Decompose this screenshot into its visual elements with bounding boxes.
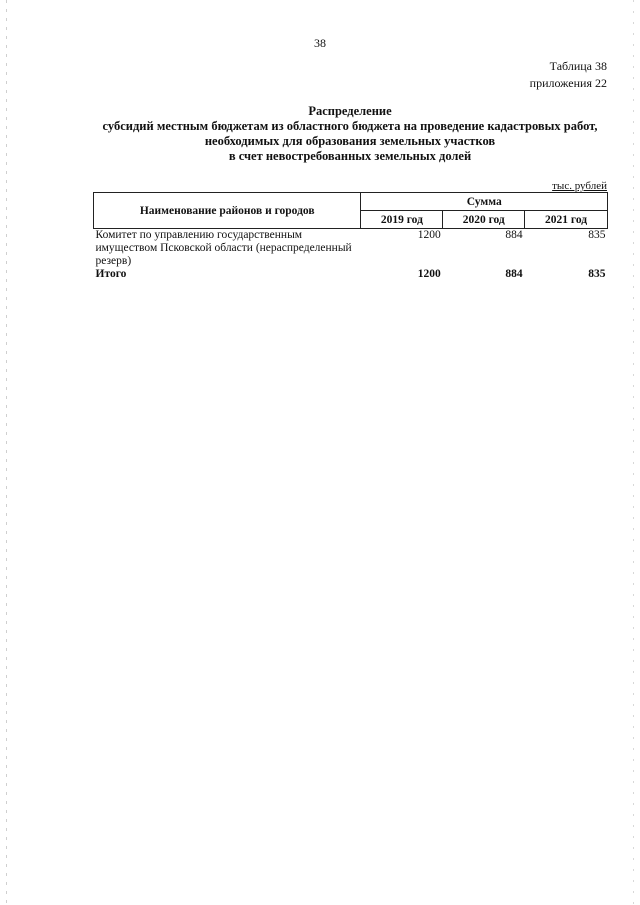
row-value-2019: 1200 [417,229,441,241]
row-value-2020: 884 [505,229,523,241]
title-line4: в счет невостребованных земельных долей [228,149,472,163]
total-row [94,268,608,281]
header-year-2020: 2020 год [443,211,525,229]
units-text: тыс. рублей [552,180,607,192]
title-line3: необходимых для образования земельных участков [204,134,496,148]
row-value-2021: 835 [588,229,606,241]
row-name: Комитет по управлению государственным имуществом Псковской области (нераспределенный резерв) [95,229,352,267]
scan-edge-left [6,0,7,905]
page-number: 38 [314,36,326,50]
header-name: Наименование районов и городов [94,193,361,229]
title-line1: Распределение [308,104,392,118]
document-title [60,104,640,164]
total-label: Итого [95,268,127,280]
total-value-2021: 835 [588,268,606,280]
units-label [552,180,607,192]
header-year-2019: 2019 год [361,211,443,229]
table-ref-line2: приложения 22 [529,76,607,90]
total-value-2020: 884 [505,268,523,280]
table-row [94,229,608,269]
distribution-table [93,192,608,281]
header-sum: Сумма [361,193,608,211]
total-value-2019: 1200 [417,268,441,280]
table-reference [530,58,607,92]
title-line2: субсидий местным бюджетам из областного бюджета на проведение кадастровых работ, [102,119,598,133]
table-ref-line1: Таблица 38 [549,59,607,73]
header-year-2021: 2021 год [525,211,608,229]
